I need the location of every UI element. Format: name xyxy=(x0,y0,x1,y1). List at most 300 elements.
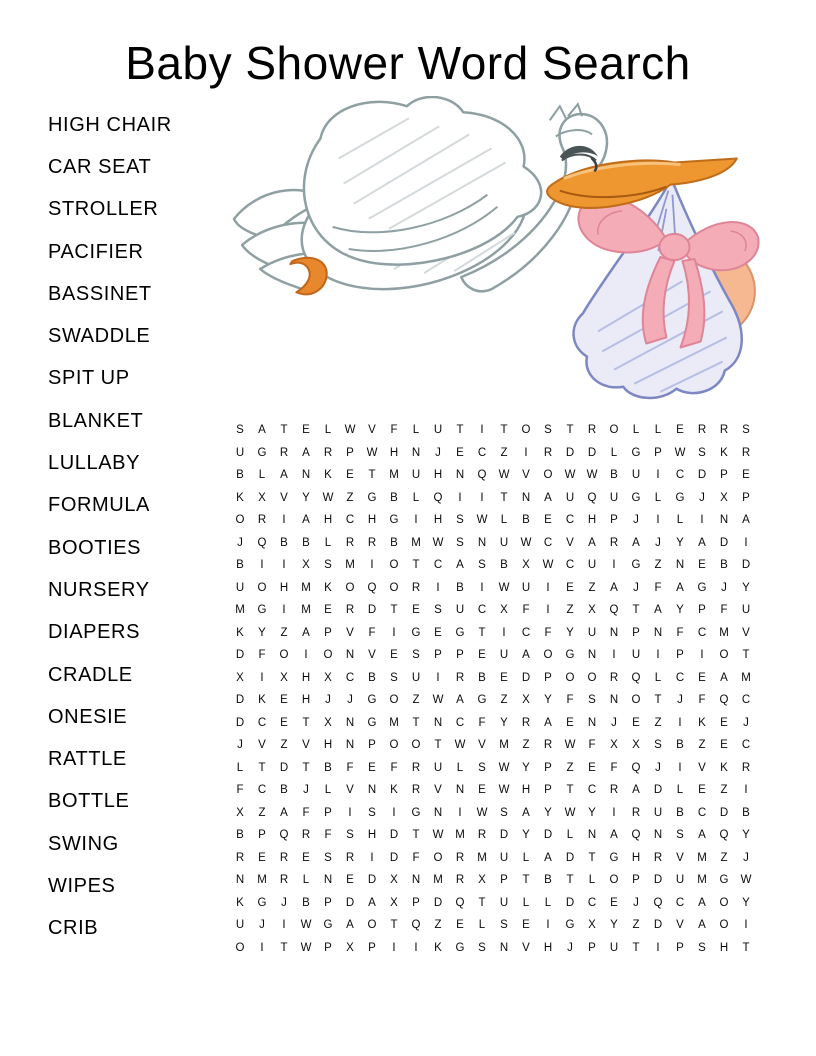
grid-letter: E xyxy=(412,604,420,617)
grid-letter: B xyxy=(302,536,310,549)
grid-letter: F xyxy=(412,851,420,864)
grid-letter: M xyxy=(741,671,751,684)
grid-letter: Z xyxy=(654,716,662,729)
grid-letter: R xyxy=(323,446,333,459)
grid-letter: I xyxy=(436,581,440,594)
grid-letter: L xyxy=(522,896,530,909)
grid-letter: T xyxy=(390,604,398,617)
grid-letter: Y xyxy=(676,604,684,617)
grid-letter: O xyxy=(543,469,553,482)
grid-letter: T xyxy=(566,424,574,437)
grid-letter: K xyxy=(324,581,332,594)
grid-letter: U xyxy=(411,671,421,684)
grid-letter: U xyxy=(455,604,465,617)
grid-letter: F xyxy=(588,739,596,752)
word-list-item: CRADLE xyxy=(48,663,133,686)
grid-letter: G xyxy=(477,694,487,707)
grid-letter: P xyxy=(456,649,464,662)
grid-letter: O xyxy=(609,424,619,437)
grid-letter: I xyxy=(458,806,462,819)
grid-letter: C xyxy=(565,514,575,527)
grid-letter: Z xyxy=(698,739,706,752)
grid-letter: C xyxy=(741,694,751,707)
grid-letter: M xyxy=(389,469,399,482)
grid-letter: P xyxy=(412,896,420,909)
grid-letter: M xyxy=(455,829,465,842)
grid-letter: S xyxy=(742,424,750,437)
grid-letter: I xyxy=(282,559,286,572)
grid-letter: B xyxy=(720,559,728,572)
grid-letter: B xyxy=(676,806,684,819)
grid-letter: L xyxy=(632,424,640,437)
grid-letter: M xyxy=(411,536,421,549)
grid-letter: A xyxy=(698,536,706,549)
grid-letter: V xyxy=(368,424,376,437)
grid-letter: P xyxy=(544,784,552,797)
grid-letter: R xyxy=(741,761,751,774)
grid-letter: T xyxy=(258,761,266,774)
grid-letter: Y xyxy=(588,806,596,819)
grid-letter: X xyxy=(258,491,266,504)
grid-letter: D xyxy=(565,896,575,909)
grid-letter: J xyxy=(721,581,727,594)
grid-letter: B xyxy=(676,739,684,752)
grid-letter: B xyxy=(742,806,750,819)
grid-letter: E xyxy=(742,469,750,482)
word-list-item: PACIFIER xyxy=(48,240,144,263)
grid-letter: N xyxy=(719,514,729,527)
grid-letter: U xyxy=(631,469,641,482)
grid-letter: D xyxy=(565,851,575,864)
word-list-item: BOOTIES xyxy=(48,536,142,559)
grid-letter: G xyxy=(697,581,707,594)
grid-letter: Z xyxy=(258,806,266,819)
grid-letter: O xyxy=(631,694,641,707)
grid-letter: Q xyxy=(411,919,421,932)
grid-letter: Q xyxy=(719,694,729,707)
grid-letter: I xyxy=(436,671,440,684)
grid-letter: U xyxy=(521,581,531,594)
grid-letter: H xyxy=(367,829,377,842)
grid-letter: I xyxy=(414,941,418,954)
grid-row xyxy=(229,667,757,690)
grid-letter: P xyxy=(544,761,552,774)
grid-letter: A xyxy=(698,919,706,932)
grid-letter: E xyxy=(698,784,706,797)
grid-letter: I xyxy=(744,536,748,549)
grid-letter: G xyxy=(367,694,377,707)
grid-letter: U xyxy=(587,626,597,639)
grid-row xyxy=(229,757,757,780)
grid-letter: E xyxy=(632,716,640,729)
grid-letter: D xyxy=(235,649,245,662)
grid-letter: F xyxy=(522,604,530,617)
grid-row xyxy=(229,824,757,847)
grid-letter: W xyxy=(344,424,356,437)
grid-letter: T xyxy=(742,941,750,954)
grid-letter: L xyxy=(654,424,662,437)
grid-letter: Z xyxy=(566,761,574,774)
grid-letter: E xyxy=(346,874,354,887)
word-list-item: BLANKET xyxy=(48,409,144,432)
grid-letter: B xyxy=(456,581,464,594)
grid-letter: R xyxy=(257,514,267,527)
grid-letter: S xyxy=(456,514,464,527)
grid-letter: P xyxy=(258,829,266,842)
grid-letter: O xyxy=(257,581,267,594)
grid-letter: W xyxy=(476,806,488,819)
grid-letter: Z xyxy=(434,919,442,932)
grid-letter: A xyxy=(456,694,464,707)
grid-letter: V xyxy=(346,784,354,797)
grid-letter: D xyxy=(499,829,509,842)
grid-letter: I xyxy=(744,784,748,797)
grid-row xyxy=(229,577,757,600)
grid-letter: R xyxy=(345,851,355,864)
grid-letter: X xyxy=(720,491,728,504)
word-list-item: STROLLER xyxy=(48,198,159,221)
grid-letter: I xyxy=(656,514,660,527)
grid-letter: C xyxy=(257,716,267,729)
grid-letter: A xyxy=(610,829,618,842)
grid-letter: A xyxy=(698,829,706,842)
grid-letter: N xyxy=(653,829,663,842)
grid-letter: T xyxy=(632,604,640,617)
grid-letter: W xyxy=(586,469,598,482)
grid-letter: E xyxy=(720,739,728,752)
grid-letter: R xyxy=(367,536,377,549)
grid-letter: J xyxy=(567,941,573,954)
grid-letter: I xyxy=(524,446,528,459)
grid-row xyxy=(229,869,757,892)
grid-row xyxy=(229,779,757,802)
grid-letter: W xyxy=(366,446,378,459)
grid-letter: R xyxy=(411,581,421,594)
grid-letter: P xyxy=(500,874,508,887)
grid-row xyxy=(229,509,757,532)
grid-letter: T xyxy=(500,491,508,504)
grid-letter: B xyxy=(544,874,552,887)
grid-letter: Z xyxy=(720,851,728,864)
grid-letter: X xyxy=(236,806,244,819)
letter-grid xyxy=(229,419,757,959)
grid-letter: E xyxy=(456,919,464,932)
grid-letter: U xyxy=(499,536,509,549)
grid-letter: L xyxy=(258,469,266,482)
grid-letter: W xyxy=(564,806,576,819)
grid-letter: M xyxy=(499,739,509,752)
grid-letter: U xyxy=(609,941,619,954)
grid-letter: P xyxy=(324,941,332,954)
grid-letter: X xyxy=(236,671,244,684)
grid-letter: A xyxy=(522,806,530,819)
grid-letter: N xyxy=(609,626,619,639)
grid-letter: D xyxy=(235,694,245,707)
grid-letter: G xyxy=(631,491,641,504)
grid-letter: I xyxy=(282,919,286,932)
grid-letter: Z xyxy=(566,604,574,617)
grid-letter: U xyxy=(499,851,509,864)
grid-letter: J xyxy=(347,694,353,707)
grid-letter: I xyxy=(656,941,660,954)
grid-letter: G xyxy=(455,626,465,639)
grid-letter: R xyxy=(631,806,641,819)
word-list xyxy=(48,104,172,950)
grid-letter: T xyxy=(302,761,310,774)
grid-letter: E xyxy=(566,581,574,594)
grid-letter: Z xyxy=(500,446,508,459)
grid-letter: P xyxy=(676,941,684,954)
grid-letter: P xyxy=(368,739,376,752)
grid-letter: A xyxy=(544,491,552,504)
grid-letter: H xyxy=(301,694,311,707)
grid-letter: I xyxy=(546,604,550,617)
grid-letter: S xyxy=(324,559,332,572)
grid-letter: T xyxy=(412,829,420,842)
grid-letter: J xyxy=(743,851,749,864)
grid-letter: P xyxy=(434,649,442,662)
grid-letter: O xyxy=(235,514,245,527)
grid-letter: I xyxy=(678,761,682,774)
grid-letter: T xyxy=(632,941,640,954)
grid-letter: F xyxy=(302,806,310,819)
grid-letter: B xyxy=(236,829,244,842)
grid-row xyxy=(229,622,757,645)
grid-letter: D xyxy=(741,559,751,572)
grid-letter: W xyxy=(564,739,576,752)
grid-letter: L xyxy=(456,761,464,774)
grid-letter: J xyxy=(743,716,749,729)
grid-letter: G xyxy=(367,716,377,729)
grid-letter: E xyxy=(390,649,398,662)
grid-letter: H xyxy=(719,941,729,954)
grid-letter: X xyxy=(390,874,398,887)
grid-letter: A xyxy=(632,536,640,549)
grid-letter: S xyxy=(346,829,354,842)
grid-letter: Z xyxy=(588,581,596,594)
grid-letter: W xyxy=(322,491,334,504)
grid-letter: Y xyxy=(544,806,552,819)
grid-letter: D xyxy=(389,829,399,842)
grid-letter: B xyxy=(280,536,288,549)
grid-letter: J xyxy=(633,581,639,594)
grid-letter: X xyxy=(588,604,596,617)
word-list-item: SPIT UP xyxy=(48,367,130,390)
grid-letter: V xyxy=(676,851,684,864)
grid-letter: W xyxy=(432,536,444,549)
grid-letter: F xyxy=(390,424,398,437)
grid-letter: Z xyxy=(500,694,508,707)
grid-letter: A xyxy=(720,671,728,684)
grid-letter: Q xyxy=(367,581,377,594)
grid-letter: I xyxy=(480,491,484,504)
grid-letter: X xyxy=(390,896,398,909)
grid-letter: T xyxy=(654,694,662,707)
grid-letter: U xyxy=(499,649,509,662)
grid-letter: G xyxy=(257,446,267,459)
grid-letter: A xyxy=(610,581,618,594)
grid-letter: L xyxy=(302,874,310,887)
word-list-item: NURSERY xyxy=(48,578,150,601)
grid-row xyxy=(229,734,757,757)
grid-letter: H xyxy=(587,514,597,527)
grid-letter: V xyxy=(368,649,376,662)
grid-letter: O xyxy=(719,649,729,662)
word-list-item: SWADDLE xyxy=(48,325,151,348)
grid-letter: D xyxy=(719,536,729,549)
grid-letter: L xyxy=(478,919,486,932)
grid-letter: Z xyxy=(412,694,420,707)
grid-letter: C xyxy=(697,806,707,819)
word-list-item: CRIB xyxy=(48,917,99,940)
grid-letter: L xyxy=(522,851,530,864)
grid-letter: I xyxy=(392,626,396,639)
grid-letter: Q xyxy=(631,829,641,842)
grid-letter: E xyxy=(522,919,530,932)
grid-letter: R xyxy=(455,874,465,887)
grid-letter: C xyxy=(345,671,355,684)
grid-letter: U xyxy=(565,491,575,504)
grid-letter: Z xyxy=(280,739,288,752)
grid-letter: M xyxy=(235,604,245,617)
grid-letter: J xyxy=(325,694,331,707)
grid-letter: F xyxy=(566,694,574,707)
grid-letter: P xyxy=(654,446,662,459)
grid-letter: G xyxy=(389,514,399,527)
grid-letter: Y xyxy=(522,761,530,774)
grid-letter: K xyxy=(720,446,728,459)
grid-letter: N xyxy=(433,716,443,729)
grid-letter: X xyxy=(324,671,332,684)
grid-letter: F xyxy=(676,626,684,639)
grid-letter: F xyxy=(698,694,706,707)
grid-letter: I xyxy=(612,649,616,662)
grid-letter: U xyxy=(411,469,421,482)
grid-letter: L xyxy=(676,514,684,527)
grid-letter: C xyxy=(565,559,575,572)
grid-letter: E xyxy=(676,424,684,437)
grid-letter: I xyxy=(370,851,374,864)
grid-letter: D xyxy=(235,716,245,729)
grid-letter: G xyxy=(257,896,267,909)
grid-letter: T xyxy=(434,739,442,752)
grid-row xyxy=(229,419,757,442)
grid-letter: I xyxy=(348,806,352,819)
grid-letter: L xyxy=(676,784,684,797)
grid-letter: I xyxy=(502,626,506,639)
grid-letter: S xyxy=(412,649,420,662)
grid-letter: W xyxy=(300,941,312,954)
grid-letter: O xyxy=(235,941,245,954)
grid-letter: B xyxy=(390,491,398,504)
grid-letter: S xyxy=(236,424,244,437)
grid-letter: L xyxy=(610,446,618,459)
grid-letter: D xyxy=(367,604,377,617)
grid-letter: I xyxy=(480,581,484,594)
grid-letter: T xyxy=(412,559,420,572)
grid-letter: X xyxy=(324,716,332,729)
grid-letter: N xyxy=(301,469,311,482)
grid-letter: U xyxy=(631,649,641,662)
grid-letter: K xyxy=(258,694,266,707)
grid-letter: P xyxy=(324,896,332,909)
grid-letter: Q xyxy=(609,604,619,617)
grid-letter: J xyxy=(281,896,287,909)
grid-letter: H xyxy=(367,514,377,527)
grid-letter: G xyxy=(565,649,575,662)
grid-letter: I xyxy=(282,604,286,617)
grid-letter: L xyxy=(412,424,420,437)
grid-letter: N xyxy=(587,716,597,729)
grid-letter: R xyxy=(609,671,619,684)
word-list-item: DIAPERS xyxy=(48,621,141,644)
grid-letter: K xyxy=(698,716,706,729)
grid-letter: A xyxy=(456,559,464,572)
grid-letter: I xyxy=(260,559,264,572)
grid-letter: P xyxy=(368,941,376,954)
grid-letter: N xyxy=(455,784,465,797)
grid-letter: F xyxy=(346,761,354,774)
grid-letter: Z xyxy=(654,559,662,572)
grid-letter: E xyxy=(368,761,376,774)
grid-letter: Y xyxy=(544,694,552,707)
grid-letter: F xyxy=(544,626,552,639)
word-list-item: CAR SEAT xyxy=(48,155,152,178)
grid-letter: S xyxy=(698,446,706,459)
grid-letter: S xyxy=(478,559,486,572)
grid-letter: M xyxy=(697,851,707,864)
grid-letter: F xyxy=(390,761,398,774)
grid-letter: N xyxy=(455,469,465,482)
grid-letter: M xyxy=(301,581,311,594)
grid-letter: P xyxy=(588,941,596,954)
grid-letter: C xyxy=(521,626,531,639)
grid-letter: P xyxy=(632,626,640,639)
grid-letter: Y xyxy=(742,581,750,594)
grid-letter: I xyxy=(700,514,704,527)
grid-letter: U xyxy=(235,919,245,932)
grid-letter: I xyxy=(260,671,264,684)
grid-letter: F xyxy=(654,581,662,594)
grid-letter: W xyxy=(300,919,312,932)
grid-letter: S xyxy=(588,694,596,707)
grid-letter: T xyxy=(368,469,376,482)
grid-letter: C xyxy=(477,604,487,617)
grid-letter: M xyxy=(433,874,443,887)
grid-letter: U xyxy=(433,424,443,437)
grid-letter: N xyxy=(653,626,663,639)
grid-letter: C xyxy=(543,536,553,549)
grid-letter: K xyxy=(434,941,442,954)
grid-letter: Q xyxy=(587,491,597,504)
grid-letter: A xyxy=(588,536,596,549)
grid-letter: S xyxy=(478,941,486,954)
grid-letter: T xyxy=(588,851,596,864)
grid-letter: E xyxy=(280,716,288,729)
grid-letter: R xyxy=(521,716,531,729)
grid-letter: W xyxy=(564,469,576,482)
grid-letter: A xyxy=(544,851,552,864)
grid-letter: I xyxy=(260,941,264,954)
grid-letter: D xyxy=(345,896,355,909)
grid-letter: M xyxy=(301,604,311,617)
grid-letter: C xyxy=(587,784,597,797)
grid-letter: D xyxy=(565,446,575,459)
grid-letter: H xyxy=(433,469,443,482)
grid-letter: M xyxy=(389,716,399,729)
grid-letter: N xyxy=(367,784,377,797)
grid-letter: J xyxy=(633,896,639,909)
